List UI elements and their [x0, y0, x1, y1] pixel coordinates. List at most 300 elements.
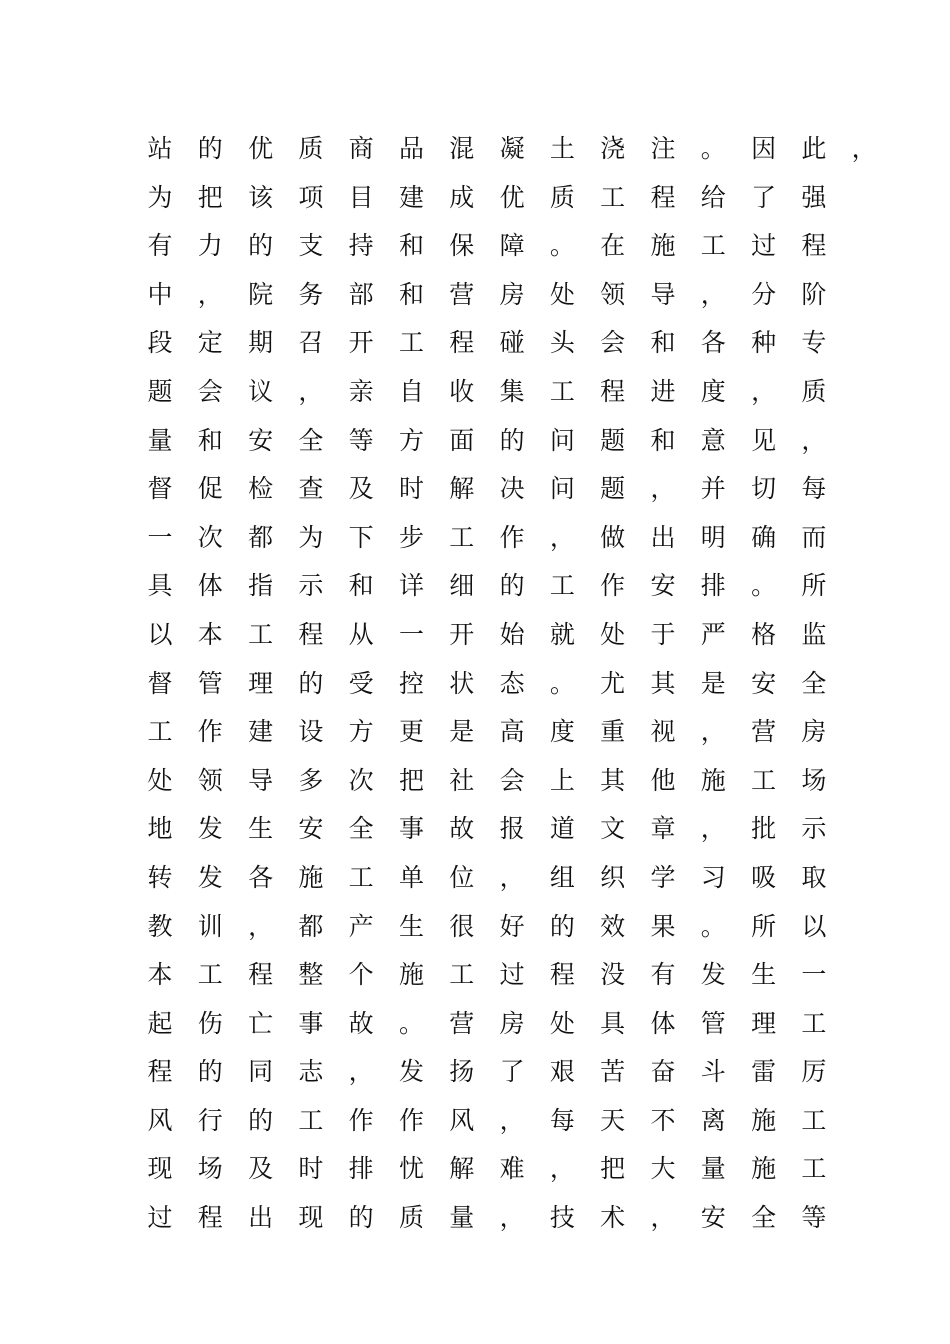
text-char: 障	[499, 231, 525, 261]
text-char: 苦	[600, 1057, 626, 1087]
text-char: 尤	[600, 668, 626, 698]
text-char: 全	[751, 1203, 777, 1233]
text-char: 和	[650, 328, 676, 358]
text-char: 程	[248, 960, 274, 990]
text-char: 项	[298, 182, 324, 212]
text-char: 工	[449, 522, 475, 552]
text-char: 质	[801, 376, 827, 406]
text-char: 每	[801, 474, 827, 504]
text-char: 施	[751, 1154, 777, 1184]
text-char: 取	[801, 862, 827, 892]
text-char: ，	[801, 425, 827, 455]
text-char: 学	[650, 862, 676, 892]
text-char: 把	[600, 1154, 626, 1184]
text-char: 以	[801, 911, 827, 941]
text-char: 成	[449, 182, 475, 212]
text-char: 受	[348, 668, 374, 698]
text-char: 作	[197, 717, 223, 747]
text-char: 其	[650, 668, 676, 698]
text-char: 工	[751, 765, 777, 795]
text-char: 高	[499, 717, 525, 747]
text-char: 具	[147, 571, 173, 601]
text-char: 出	[248, 1203, 274, 1233]
text-char: 都	[248, 522, 274, 552]
text-char: 时	[398, 474, 424, 504]
text-char: 工	[549, 376, 575, 406]
text-char: 营	[449, 279, 475, 309]
text-char: 质	[549, 182, 575, 212]
text-char: 的	[499, 425, 525, 455]
text-char: 量	[449, 1203, 475, 1233]
text-char: 把	[197, 182, 223, 212]
text-char: 浇	[600, 134, 626, 163]
text-char: 领	[600, 279, 626, 309]
text-char: 和	[398, 231, 424, 261]
text-line	[135, 805, 895, 854]
text-char: 上	[549, 765, 575, 795]
text-char: 指	[248, 571, 274, 601]
text-char: 程	[197, 1203, 223, 1233]
text-char: 控	[398, 668, 424, 698]
text-char: 没	[600, 960, 626, 990]
text-char: ，	[549, 522, 575, 552]
text-char: 严	[700, 619, 726, 649]
text-line	[135, 1000, 895, 1049]
text-char: 方	[398, 425, 424, 455]
text-char: 所	[751, 911, 777, 941]
text-char: 并	[700, 474, 726, 504]
text-char: 体	[650, 1008, 676, 1038]
text-char: 亲	[348, 376, 374, 406]
text-char: 忧	[398, 1154, 424, 1184]
text-char: 的	[348, 1203, 374, 1233]
text-line	[135, 1048, 895, 1097]
text-char: 会	[197, 376, 223, 406]
text-line	[135, 708, 895, 757]
text-char: 收	[449, 376, 475, 406]
text-char: 步	[398, 522, 424, 552]
text-char: 混	[449, 134, 475, 163]
text-char: 理	[248, 668, 274, 698]
text-char: 了	[499, 1057, 525, 1087]
text-char: 细	[449, 571, 475, 601]
text-char: 安	[650, 571, 676, 601]
text-char: 意	[700, 425, 726, 455]
text-char: 把	[398, 765, 424, 795]
text-char: 安	[248, 425, 274, 455]
text-char: 会	[499, 765, 525, 795]
text-char: 态	[499, 668, 525, 698]
text-char: 。	[700, 911, 726, 941]
text-char: 始	[499, 619, 525, 649]
text-char: 管	[700, 1008, 726, 1038]
text-char: 程	[298, 619, 324, 649]
text-char: 格	[751, 619, 777, 649]
text-char: 建	[398, 182, 424, 212]
text-char: 发	[197, 862, 223, 892]
text-char: 决	[499, 474, 525, 504]
text-line	[135, 271, 895, 320]
text-char: 全	[348, 814, 374, 844]
text-char: 排	[700, 571, 726, 601]
text-char: 施	[398, 960, 424, 990]
text-char: 解	[449, 1154, 475, 1184]
text-char: 会	[600, 328, 626, 358]
text-char: 其	[600, 765, 626, 795]
text-line	[135, 951, 895, 1000]
text-line	[135, 514, 895, 563]
text-char: 社	[449, 765, 475, 795]
text-char: 亡	[248, 1008, 274, 1038]
text-char: 站	[147, 134, 173, 163]
text-char: 场	[197, 1154, 223, 1184]
text-char: 生	[398, 911, 424, 941]
text-line	[135, 1097, 895, 1146]
text-char: 处	[549, 1008, 575, 1038]
text-char: 从	[348, 619, 374, 649]
text-char: 各	[248, 862, 274, 892]
text-char: 施	[298, 862, 324, 892]
text-char: 重	[600, 717, 626, 747]
text-line	[135, 222, 895, 271]
text-char: 分	[751, 279, 777, 309]
text-char: 品	[398, 134, 424, 163]
text-char: 房	[801, 717, 827, 747]
text-char: 教	[147, 911, 173, 941]
text-char: 是	[700, 668, 726, 698]
text-char: 程	[147, 1057, 173, 1087]
text-char: 具	[600, 1008, 626, 1038]
text-char: 及	[348, 474, 374, 504]
text-char: 故	[449, 814, 475, 844]
text-char: 土	[549, 134, 575, 163]
text-char: 工	[348, 862, 374, 892]
text-char: 状	[449, 668, 475, 698]
text-char: 有	[650, 960, 676, 990]
text-char: 督	[147, 474, 173, 504]
text-char: 题	[600, 425, 626, 455]
text-line	[135, 417, 895, 466]
text-char: ，	[499, 1105, 525, 1135]
text-char: 导	[650, 279, 676, 309]
text-char: 领	[197, 765, 223, 795]
text-char: 因	[751, 134, 777, 163]
text-char: 整	[298, 960, 324, 990]
text-char: 自	[398, 376, 424, 406]
text-char: 问	[549, 474, 575, 504]
text-char: 明	[700, 522, 726, 552]
text-char: 面	[449, 425, 475, 455]
text-char: 训	[197, 911, 223, 941]
text-char: 的	[197, 1057, 223, 1087]
text-char: 很	[449, 911, 475, 941]
text-char: 。	[549, 231, 575, 261]
text-line	[135, 1194, 895, 1243]
text-char: 道	[549, 814, 575, 844]
text-char: ，	[499, 862, 525, 892]
text-char: 的	[248, 1105, 274, 1135]
text-char: 示	[801, 814, 827, 844]
text-char: 。	[751, 571, 777, 601]
text-char: 及	[248, 1154, 274, 1184]
text-char: 处	[549, 279, 575, 309]
text-char: 。	[398, 1008, 424, 1038]
text-char: 习	[700, 862, 726, 892]
text-char: 组	[549, 862, 575, 892]
text-char: ，	[700, 279, 726, 309]
text-char: 处	[147, 765, 173, 795]
text-char: 作	[398, 1105, 424, 1135]
text-char: 该	[248, 182, 274, 212]
text-char: 给	[700, 182, 726, 212]
text-char: 题	[600, 474, 626, 504]
text-char: 促	[197, 474, 223, 504]
text-line	[135, 854, 895, 903]
text-char: ，	[248, 911, 274, 941]
text-char: 程	[600, 376, 626, 406]
text-char: 安	[298, 814, 324, 844]
text-char: 次	[197, 522, 223, 552]
text-line	[135, 174, 895, 223]
text-char: 为	[147, 182, 173, 212]
text-char: 程	[801, 231, 827, 261]
text-char: 管	[197, 668, 223, 698]
text-char: ，	[650, 474, 676, 504]
text-char: 段	[147, 328, 173, 358]
text-line	[135, 1145, 895, 1194]
text-char: 保	[449, 231, 475, 261]
text-char: 量	[147, 425, 173, 455]
text-char: 报	[499, 814, 525, 844]
text-char: 单	[398, 862, 424, 892]
text-char: 理	[751, 1008, 777, 1038]
text-char: 的	[549, 911, 575, 941]
text-char: 效	[600, 911, 626, 941]
text-char: 导	[248, 765, 274, 795]
text-char: 所	[801, 571, 827, 601]
text-char: 的	[197, 134, 223, 163]
text-char: 风	[147, 1105, 173, 1135]
text-char: 院	[248, 279, 274, 309]
text-char: 程	[449, 328, 475, 358]
text-char: 体	[197, 571, 223, 601]
text-char: 施	[650, 231, 676, 261]
text-char: 营	[751, 717, 777, 747]
text-line	[135, 903, 895, 952]
text-char: 扬	[449, 1057, 475, 1087]
text-char: 碰	[499, 328, 525, 358]
text-char: 议	[248, 376, 274, 406]
text-char: 场	[801, 765, 827, 795]
text-char: 为	[298, 522, 324, 552]
text-char: 头	[549, 328, 575, 358]
text-char: 。	[700, 134, 726, 163]
text-char: 凝	[499, 134, 525, 163]
text-char: 是	[449, 717, 475, 747]
text-char: ，	[650, 1203, 676, 1233]
text-char: 时	[298, 1154, 324, 1184]
text-char: 工	[801, 1154, 827, 1184]
text-char: 做	[600, 522, 626, 552]
text-char: 奋	[650, 1057, 676, 1087]
text-char: 过	[751, 231, 777, 261]
text-char: 起	[147, 1008, 173, 1038]
text-char: 过	[147, 1203, 173, 1233]
text-char: 好	[499, 911, 525, 941]
text-char: 次	[348, 765, 374, 795]
text-char: 工	[801, 1008, 827, 1038]
text-char: 设	[298, 717, 324, 747]
text-char: 全	[298, 425, 324, 455]
text-char: 本	[197, 619, 223, 649]
text-char: 大	[650, 1154, 676, 1184]
text-char: 方	[348, 717, 374, 747]
text-char: 题	[147, 376, 173, 406]
text-char: 力	[197, 231, 223, 261]
text-char: 故	[348, 1008, 374, 1038]
text-char: 和	[197, 425, 223, 455]
text-char: 施	[700, 765, 726, 795]
text-char: 地	[147, 814, 173, 844]
text-char: 风	[449, 1105, 475, 1135]
text-char: 个	[348, 960, 374, 990]
text-char: 一	[801, 960, 827, 990]
text-char: 工	[298, 1105, 324, 1135]
text-char: 现	[147, 1154, 173, 1184]
text-char: 发	[700, 960, 726, 990]
text-char: 一	[147, 522, 173, 552]
text-char: 此	[801, 134, 827, 163]
text-char: 排	[348, 1154, 374, 1184]
text-char: 工	[147, 717, 173, 747]
text-char: 每	[549, 1105, 575, 1135]
text-line	[135, 757, 895, 806]
text-char: 就	[549, 619, 575, 649]
text-char: 视	[650, 717, 676, 747]
text-char: 度	[549, 717, 575, 747]
text-char: 艰	[549, 1057, 575, 1087]
text-char: 施	[751, 1105, 777, 1135]
text-char: 进	[650, 376, 676, 406]
text-char: 工	[398, 328, 424, 358]
text-char: 房	[499, 1008, 525, 1038]
text-char: ，	[197, 279, 223, 309]
text-char: 的	[499, 571, 525, 601]
text-char: 吸	[751, 862, 777, 892]
text-char: 注	[650, 134, 676, 163]
text-char: 部	[348, 279, 374, 309]
text-char: 位	[449, 862, 475, 892]
text-line	[135, 368, 895, 417]
text-char: 多	[298, 765, 324, 795]
text-char: 支	[298, 231, 324, 261]
text-char: 查	[298, 474, 324, 504]
text-char: 程	[549, 960, 575, 990]
text-char: 等	[801, 1203, 827, 1233]
text-char: 过	[499, 960, 525, 990]
text-char: 作	[499, 522, 525, 552]
text-char: 伤	[197, 1008, 223, 1038]
text-line	[135, 611, 895, 660]
text-char: 文	[600, 814, 626, 844]
text-char: 他	[650, 765, 676, 795]
text-char: 一	[398, 619, 424, 649]
text-char: 发	[197, 814, 223, 844]
text-char: 检	[248, 474, 274, 504]
text-char: 事	[298, 1008, 324, 1038]
text-char: 更	[398, 717, 424, 747]
body-text	[135, 125, 895, 1243]
text-char: 召	[298, 328, 324, 358]
text-char: 行	[197, 1105, 223, 1135]
text-char: ，	[700, 814, 726, 844]
text-char: 期	[248, 328, 274, 358]
text-char: 不	[650, 1105, 676, 1135]
text-char: 房	[499, 279, 525, 309]
text-char: 建	[248, 717, 274, 747]
text-char: 工	[197, 960, 223, 990]
text-char: ，	[298, 376, 324, 406]
text-char: 持	[348, 231, 374, 261]
text-char: 了	[751, 182, 777, 212]
text-char: 质	[398, 1203, 424, 1233]
text-char: 等	[348, 425, 374, 455]
text-char: 强	[801, 182, 827, 212]
text-char: 工	[801, 1105, 827, 1135]
text-char: 处	[600, 619, 626, 649]
text-char: 全	[801, 668, 827, 698]
text-char: 工	[449, 960, 475, 990]
text-char: 现	[298, 1203, 324, 1233]
text-char: 以	[147, 619, 173, 649]
text-char: ，	[700, 717, 726, 747]
text-char: 中	[147, 279, 173, 309]
text-char: 和	[348, 571, 374, 601]
text-char: 和	[650, 425, 676, 455]
text-char: 难	[499, 1154, 525, 1184]
text-char: 量	[700, 1154, 726, 1184]
text-char: 斗	[700, 1057, 726, 1087]
text-char: 天	[600, 1105, 626, 1135]
text-char: 优	[499, 182, 525, 212]
text-char: 出	[650, 522, 676, 552]
text-char: 都	[298, 911, 324, 941]
text-char: 开	[449, 619, 475, 649]
text-char: 离	[700, 1105, 726, 1135]
text-char: 生	[751, 960, 777, 990]
text-char: 程	[650, 182, 676, 212]
text-char: 切	[751, 474, 777, 504]
text-char: 度	[700, 376, 726, 406]
text-char: 批	[751, 814, 777, 844]
text-char: 发	[398, 1057, 424, 1087]
text-char: 术	[600, 1203, 626, 1233]
text-char: 于	[650, 619, 676, 649]
text-char: 问	[549, 425, 575, 455]
text-char: ，	[499, 1203, 525, 1233]
text-char: 转	[147, 862, 173, 892]
text-char: 有	[147, 231, 173, 261]
text-char: 开	[348, 328, 374, 358]
text-char: 事	[398, 814, 424, 844]
text-char: ，	[851, 134, 877, 163]
text-char: 集	[499, 376, 525, 406]
text-char: 。	[549, 668, 575, 698]
text-line	[135, 660, 895, 709]
text-char: 雷	[751, 1057, 777, 1087]
text-line	[135, 465, 895, 514]
text-char: 定	[197, 328, 223, 358]
